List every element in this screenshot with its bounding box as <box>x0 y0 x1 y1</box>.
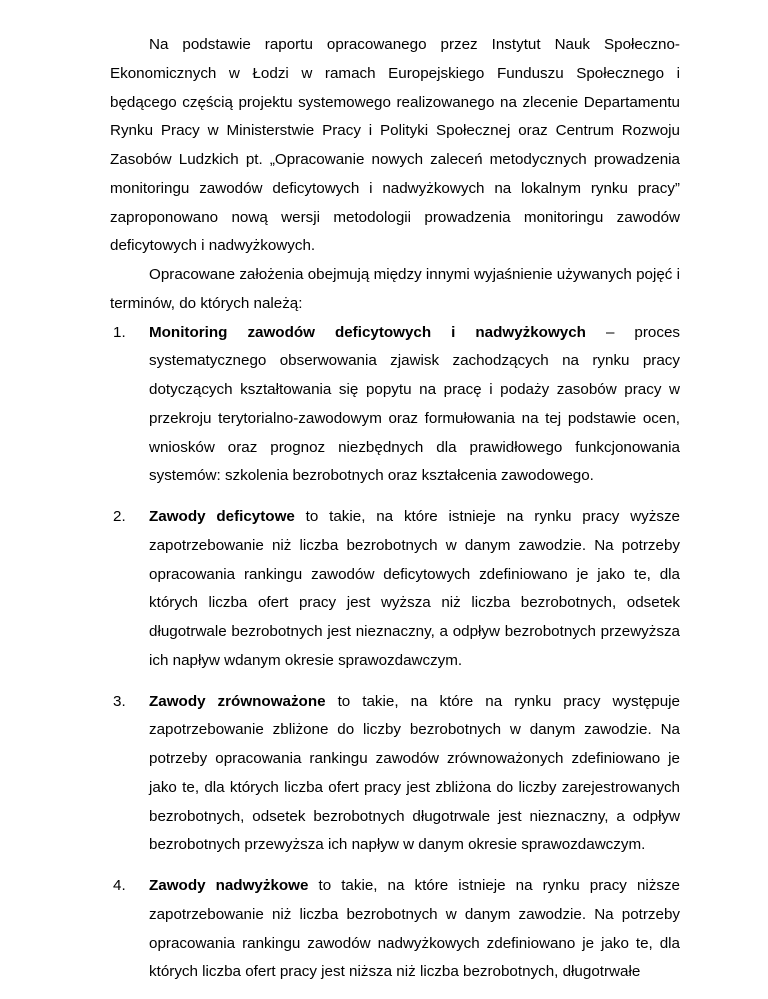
definition-text: to takie, na które na rynku pracy występuje zapotrzebowanie zbliżone do liczby bezrobotnych w danym zawodzie. Na potrzeby opracowania rankingu zawodów zrównoważonych zdefiniowano je jako te, dla których liczba ofert pracy jest zbliżona do liczby zarejestrowanych bezrobotnych, odsetek bezrobotnych długotrwale jest nieznaczny, a odpływ bezrobotnych przewyższa ich napływ w danym okresie sprawozdawczym. <box>149 692 680 854</box>
item-number: 2. <box>113 508 126 525</box>
item-number: 3. <box>113 692 126 710</box>
definition-item <box>110 503 680 676</box>
definition-term: Monitoring zawodów deficytowych i nadwyżkowych <box>149 323 586 341</box>
definition-text: – proces systematycznego obserwowania zjawisk zachodzących na rynku pracy dotyczących kształtowania się popytu na pracę i podaży zasobów pracy w przekroju terytorialno-zawodowym oraz formułowania na tej podstawie ocen, wniosków oraz prognoz niezbędnych dla prawidłowego funkcjonowania systemów: szkolenia bezrobotnych oraz kształcenia zawodowego. <box>149 323 680 485</box>
intro-paragraph: Na podstawie raportu opracowanego przez Instytut Nauk Społeczno-Ekonomicznych w Łodzi w ramach Europejskiego Funduszu Społecznego i będącego częścią projektu systemowego realizowanego na zlecenie Departamentu Rynku Pracy w Ministerstwie Pracy i Polityki Społecznej oraz Centrum Rozwoju Zasobów Ludzkich pt. „Opracowanie nowych zaleceń metodycznych prowadzenia monitoringu zawodów deficytowych i nadwyżkowych na lokalnym rynku pracy” zaproponowano nową wersji metodologii prowadzenia monitoringu zawodów deficytowych i nadwyżkowych. <box>110 36 680 255</box>
second-paragraph: Opracowane założenia obejmują między innymi wyjaśnienie używanych pojęć i terminów, do których należą: <box>110 266 680 312</box>
definition-term: Zawody deficytowe <box>149 508 295 525</box>
definition-term: Zawody zrównoważone <box>149 692 326 710</box>
item-number: 1. <box>113 323 126 341</box>
definition-text: to takie, na które istnieje na rynku pracy niższe zapotrzebowanie niż liczba bezrobotnych w danym zawodzie. Na potrzeby opracowania rankingu zawodów nadwyżkowych zdefiniowano je jako te, dla których liczba ofert pracy jest niższa niż liczba bezrobotnych, długotrwałe <box>149 877 680 981</box>
definitions-list <box>110 319 680 988</box>
document-page <box>110 31 680 999</box>
definition-item <box>110 872 680 987</box>
item-number: 4. <box>113 877 126 894</box>
definition-item <box>110 688 680 861</box>
definition-text: to takie, na które istnieje na rynku pracy wyższe zapotrzebowanie niż liczba bezrobotnych w danym zawodzie. Na potrzeby opracowania rankingu zawodów deficytowych zdefiniowano je jako te, dla których liczba ofert pracy jest wyższa niż liczba bezrobotnych, odsetek długotrwale bezrobotnych jest nieznaczny, a odpływ bezrobotnych przewyższa ich napływ wdanym okresie sprawozdawczym. <box>149 508 680 669</box>
definition-item <box>110 319 680 492</box>
definition-term: Zawody nadwyżkowe <box>149 877 309 894</box>
